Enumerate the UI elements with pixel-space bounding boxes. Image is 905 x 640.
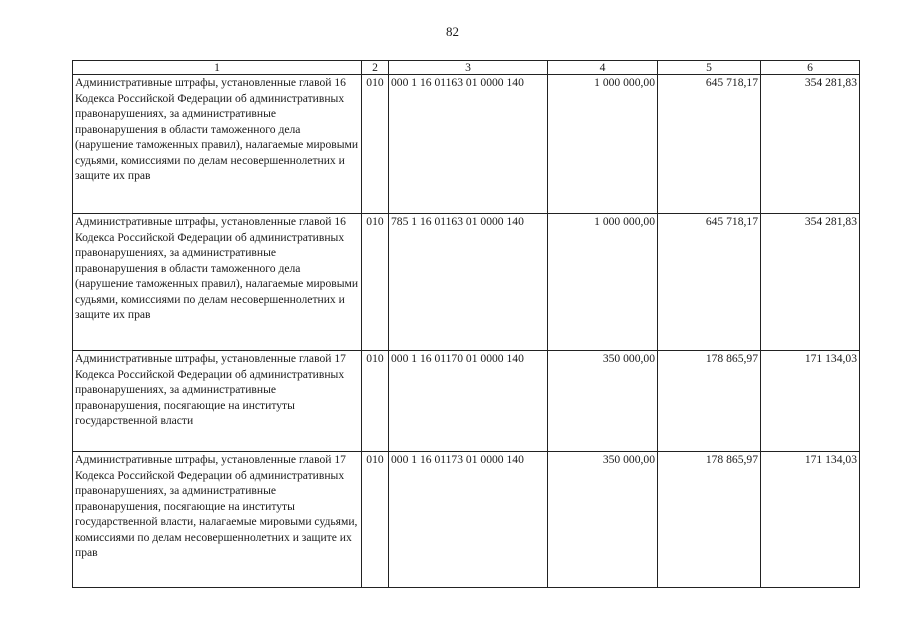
column-header-5: 5 <box>658 61 761 75</box>
row-plan: 350 000,00 <box>548 452 658 588</box>
table-header-row <box>73 61 860 75</box>
table-row <box>73 351 860 452</box>
table-row <box>73 214 860 351</box>
row-name: Административные штрафы, установленные главой 17 Кодекса Российской Федерации об административных правонарушениях, за административные правонарушения, посягающие на институты государственной власти, налагаемые мировыми судьями, комиссиями по делам несовершеннолетних и защите их прав <box>73 452 362 588</box>
row-kbk: 000 1 16 01170 01 0000 140 <box>389 351 548 452</box>
table-row <box>73 452 860 588</box>
row-executed: 645 718,17 <box>658 75 761 214</box>
table-header <box>73 61 860 75</box>
row-remaining: 171 134,03 <box>761 351 860 452</box>
row-name: Административные штрафы, установленные главой 16 Кодекса Российской Федерации об административных правонарушениях, за административные правонарушения в области таможенного дела (нарушение таможенных правил), налагаемые мировыми судьями, комиссиями по делам несовершеннолетних и защите их прав <box>73 75 362 214</box>
row-executed: 645 718,17 <box>658 214 761 351</box>
table-body <box>73 75 860 588</box>
row-plan: 1 000 000,00 <box>548 75 658 214</box>
column-header-4: 4 <box>548 61 658 75</box>
row-remaining: 354 281,83 <box>761 214 860 351</box>
row-name: Административные штрафы, установленные главой 17 Кодекса Российской Федерации об административных правонарушениях, за административные правонарушения, посягающие на институты государственной власти <box>73 351 362 452</box>
row-executed: 178 865,97 <box>658 351 761 452</box>
page-number: 82 <box>446 24 459 39</box>
budget-table <box>72 60 860 588</box>
row-name: Административные штрафы, установленные главой 16 Кодекса Российской Федерации об административных правонарушениях, за административные правонарушения в области таможенного дела (нарушение таможенных правил), налагаемые мировыми судьями, комиссиями по делам несовершеннолетних и защите их прав <box>73 214 362 351</box>
row-kbk: 000 1 16 01173 01 0000 140 <box>389 452 548 588</box>
row-admin-code: 010 <box>362 351 389 452</box>
row-kbk: 000 1 16 01163 01 0000 140 <box>389 75 548 214</box>
row-remaining: 171 134,03 <box>761 452 860 588</box>
row-executed: 178 865,97 <box>658 452 761 588</box>
column-header-6: 6 <box>761 61 860 75</box>
row-remaining: 354 281,83 <box>761 75 860 214</box>
row-plan: 1 000 000,00 <box>548 214 658 351</box>
row-plan: 350 000,00 <box>548 351 658 452</box>
column-header-1: 1 <box>73 61 362 75</box>
row-admin-code: 010 <box>362 214 389 351</box>
row-admin-code: 010 <box>362 75 389 214</box>
row-admin-code: 010 <box>362 452 389 588</box>
row-kbk: 785 1 16 01163 01 0000 140 <box>389 214 548 351</box>
column-header-3: 3 <box>389 61 548 75</box>
column-header-2: 2 <box>362 61 389 75</box>
table-row <box>73 75 860 214</box>
